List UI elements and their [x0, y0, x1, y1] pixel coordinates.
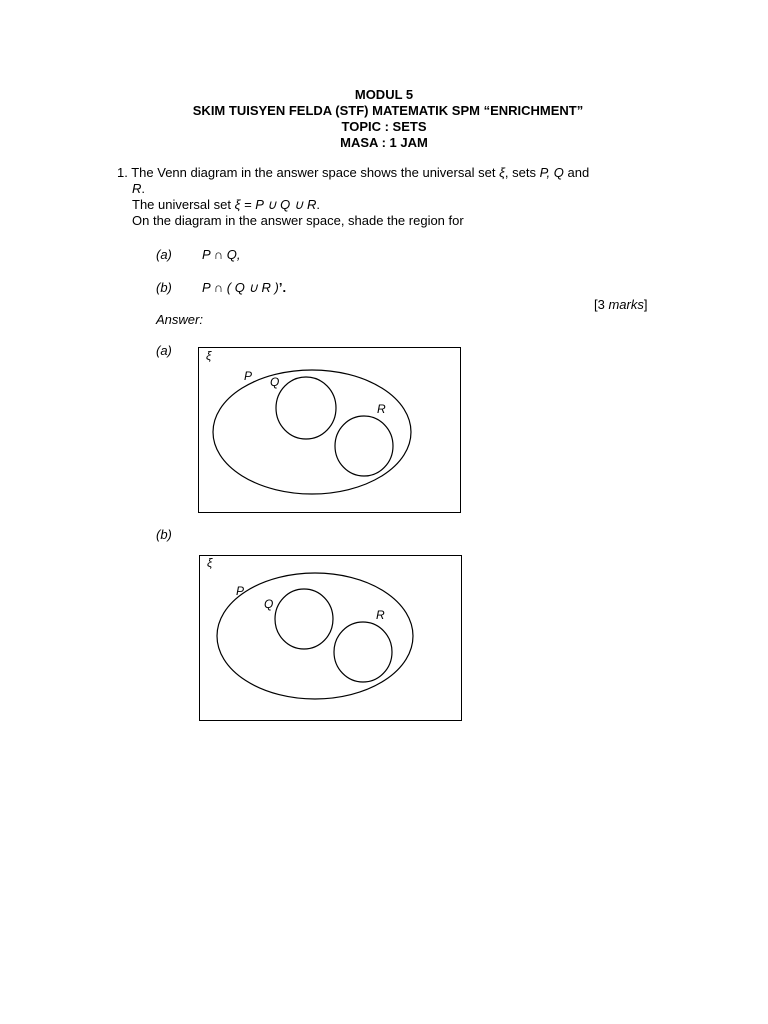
marks-close: ]: [643, 297, 648, 312]
answer-label: Answer:: [156, 312, 203, 327]
part-b-label: (b): [156, 280, 172, 295]
r-label: R: [376, 608, 385, 622]
part-b-complement: ’.: [278, 280, 287, 295]
r-label: R: [377, 402, 386, 416]
module-title: MODUL 5: [354, 87, 414, 102]
set-r: R: [132, 181, 142, 196]
question-number: 1.: [117, 165, 128, 180]
period-2: .: [316, 197, 321, 212]
part-a-expression: P ∩ Q,: [202, 247, 241, 262]
part-b-expression: P ∩ ( Q ∪ R ): [202, 280, 279, 295]
document-header: [0, 87, 768, 151]
question-line-2: [132, 181, 145, 197]
p-label: P: [244, 369, 253, 383]
question-line-3: [132, 197, 320, 213]
marks-note: [594, 297, 647, 313]
venn-diagram-b[interactable]: [199, 555, 463, 722]
program-title: SKIM TUISYEN FELDA (STF) MATEMATIK SPM “ENRICHMENT”: [192, 103, 584, 118]
q-label: Q: [270, 375, 280, 389]
q-label: Q: [264, 597, 274, 611]
set-r-circle[interactable]: [335, 416, 393, 476]
question-line-1: [117, 165, 589, 181]
part-b-expression-line: [202, 280, 286, 296]
universal-prefix: The universal set: [132, 197, 235, 212]
instruction-text: On the diagram in the answer space, shade the region for: [132, 213, 464, 228]
marks-word: marks: [608, 297, 644, 312]
diagram-a-label: (a): [156, 343, 172, 358]
duration-title: MASA : 1 JAM: [340, 135, 428, 150]
universal-set-rectangle: [200, 556, 462, 721]
set-p-ellipse[interactable]: [217, 573, 413, 699]
venn-diagram-a[interactable]: [198, 347, 462, 514]
period: .: [141, 181, 146, 196]
set-q-circle[interactable]: [275, 589, 333, 649]
universal-expression: ξ = P ∪ Q ∪ R: [234, 197, 317, 212]
xi-label: ξ: [207, 556, 213, 570]
and-word: and: [563, 165, 590, 180]
sets-pq: P, Q: [539, 165, 564, 180]
marks-open: [3: [594, 297, 609, 312]
diagram-b-label: (b): [156, 527, 172, 542]
part-a-label: (a): [156, 247, 172, 262]
p-label: P: [236, 584, 245, 598]
question-text-1: The Venn diagram in the answer space shows the universal set: [131, 165, 500, 180]
question-line-4: [132, 213, 464, 229]
set-r-circle[interactable]: [334, 622, 392, 682]
topic-title: TOPIC : SETS: [341, 119, 427, 134]
universal-set-rectangle: [199, 348, 461, 513]
xi-symbol: ξ: [499, 165, 505, 180]
set-q-circle[interactable]: [276, 377, 336, 439]
set-p-ellipse[interactable]: [213, 370, 411, 494]
xi-label: ξ: [206, 349, 212, 363]
question-text-1b: , sets: [504, 165, 540, 180]
